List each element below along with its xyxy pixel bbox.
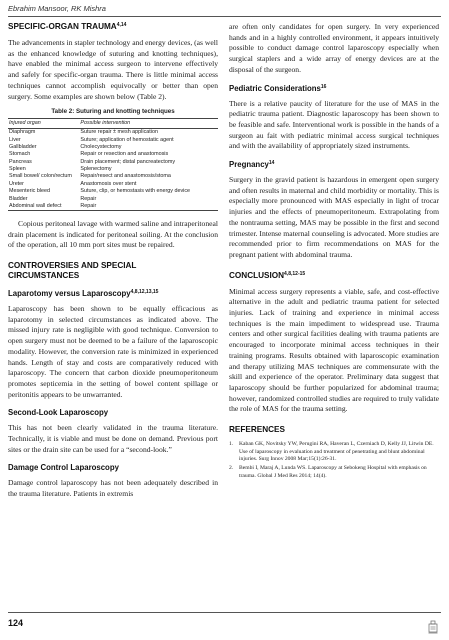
paragraph: The advancements in stapler technology and energy devices, (as well as the enhanced knowledge of suturing and knotting techniques), have enabled the minimal access surgeon to intervene effectively and safely for specific-organ trauma. There is little minimal access techniques cannot accomplish equivocally or better than open surgery. Some examples are shown below (Table 2). <box>8 38 218 101</box>
table-row <box>8 144 218 151</box>
paragraph: are often only candidates for open surgery. In very experienced hands and in a highly controlled environment, it appears intuitively possible to conduct damage control laparoscopy especially when surgical staplers and a wide array of energy devices are at the disposal of the surgeon. <box>229 22 439 74</box>
table-cell-organ: Spleen <box>9 166 26 173</box>
subheading-pediatric: Pediatric Considerations$^{16}$ <box>229 83 327 93</box>
table-row <box>8 195 218 202</box>
table-cell-intervention: Anastomosis over stent <box>80 180 137 187</box>
table-row <box>8 151 218 158</box>
paragraph: Laparoscopy has been shown to be equally efficacious as laparotomy in selected circumstances as indicated above. The missed injury rate is negligible with good technique. Conversion to open surgery must not be deemed to be a failure of the laparoscopic modality. However, the conversion rate is minimized in experienced hands. Length of stay and costs are comparatively reduced with laparoscopy. The concern that carbon dioxide pneumoperitoneum promotes septicemia in the setting of bowel content spillage or peritonitis appears to be unwarranted. <box>8 304 218 399</box>
table-cell-organ: Mesenteric bleed <box>9 188 51 195</box>
left-column <box>8 22 218 506</box>
table-row <box>8 173 218 180</box>
paragraph: There is a relative paucity of literature for the use of MAS in the pediatric trauma patient. Diagnostic laparoscopy has been shown to be feasible and safe. Interventional work is possible in the hands of a surgeon au fait with pediatric minimal access surgical techniques and with the availability of appropriately sized instruments. <box>229 98 439 151</box>
page-number: 124 <box>8 618 24 628</box>
journal-logo-icon <box>428 620 438 634</box>
paragraph: Damage control laparoscopy has not been adequately described in the trauma literature. Patients in extremis <box>8 478 218 499</box>
table-row <box>8 188 218 195</box>
reference-number: 2. <box>229 465 234 472</box>
paragraph: This has not been clearly validated in the trauma literature. Technically, it is viable and must be done on demand. Previous port sites or the drain site can be used for a “second-look.” <box>8 423 218 454</box>
paragraph: Minimal access surgery represents a viable, safe, and cost-effective alternative in the adult and pediatric trauma patient for selected injuries. Lack of training and experience in minimal access techniques is the main impediment to widespread use. Trauma centers and other surgical facilities dealing with trauma patients are encouraged to incorporate minimal access techniques in their training programs. Results obtained with laparoscopic examination and therapy utilizing MAS techniques are commensurate with the skill and experience of the operator. Preliminary data suggest that laparoscopy should be further popularized for abdominal trauma; however, randomized controlled studies are required to truly validate the role of MAS for the trauma setting. <box>229 286 439 414</box>
table-cell-organ: Abdominal wall defect <box>8 203 79 211</box>
reference-text: Kaban GK, Novitsky YW, Perugini RA, Haveran L, Czerniach D, Kelly JJ, Litwin DE. Use of laparoscopy in evaluation and treatment of penetrating and blunt abdominal injuries. Surg Innov 2008 Mar;15(1):26-31. <box>239 441 434 462</box>
table-cell-intervention: Splenectomy <box>80 166 112 173</box>
table-cell-organ: Bladder <box>9 195 28 202</box>
table-row <box>8 128 218 136</box>
paragraph: Surgery in the gravid patient is hazardous in emergent open surgery and often results in maternal and child morbidity or mortality. This is especially more pronounced with MAS especially in light of trocar injuries and the effects of pneumoperitoneum. Extrapolating from the nontrauma setting, MAS may be possible in the first and second trimester. Intense maternal counseling is advocated. More studies are recommended prior to firm recommendations on MAS for the pregnant patient with abdominal trauma. <box>229 175 439 259</box>
header-rule <box>8 16 441 17</box>
running-author: Ebrahim Mansoor, RK Mishra <box>8 4 106 13</box>
table-cell-organ: Stomach <box>9 151 31 158</box>
subheading-damage-control: Damage Control Laparoscopy <box>8 463 119 473</box>
table-cell-organ: Ureter <box>9 180 24 187</box>
table-cell-intervention: Repair <box>80 195 97 202</box>
suturing-table <box>8 118 218 211</box>
table-row <box>8 158 218 165</box>
reference-list <box>229 441 439 480</box>
table-row <box>8 180 218 187</box>
table-caption: Table 2: Suturing and knotting techniques <box>51 108 175 116</box>
section-heading-references: REFERENCES <box>229 425 285 435</box>
table-cell-intervention: Suture, clip, or hemostasis with energy device <box>80 188 191 195</box>
table-cell-intervention: Suture; application of hemostatic agent <box>80 136 174 143</box>
table-cell-organ: Pancreas <box>9 158 32 165</box>
table-row <box>8 166 218 173</box>
table-row <box>8 136 218 143</box>
table-cell-organ: Gallbladder <box>9 143 37 150</box>
table-header-cell: Possible intervention <box>79 119 218 129</box>
table-row <box>8 203 218 211</box>
paragraph: Copious peritoneal lavage with warmed saline and intraperitoneal drain placement is indicated for peritoneal soiling. At the conclusion of the operation, all 10 mm port sites must be repaired. <box>8 218 218 250</box>
table-cell-organ: Liver <box>9 136 21 143</box>
subheading-second-look: Second-Look Laparoscopy <box>8 408 109 418</box>
table-cell-intervention: Repair or resection and anastomosis <box>80 151 169 158</box>
table-cell-intervention: Drain placement; distal pancreatectomy <box>80 158 176 165</box>
table-cell-intervention: Suture repair ± mesh application <box>80 129 158 136</box>
table-cell-intervention: Repair/resect and anastomosis/stoma <box>80 173 171 180</box>
table-cell-intervention: Repair <box>79 203 218 211</box>
table-cell-intervention: Cholecystectomy <box>80 143 122 150</box>
subheading-pregnancy: Pregnancy$^{14}$ <box>229 160 275 170</box>
section-heading-specific-organ: SPECIFIC-ORGAN TRAUMA$^{4,14}$ <box>8 22 127 31</box>
reference-number: 1. <box>229 441 234 448</box>
table-header-row <box>8 119 218 129</box>
table-cell-organ: Diaphragm <box>9 129 36 136</box>
reference-item <box>229 441 439 463</box>
reference-text: Bembi I, Maraj A, Lunda WS. Laparoscopy at Sebokeng Hospital with emphasis on trauma. Global J Med Res 2014; 14(4). <box>239 465 427 479</box>
table-cell-organ: Small bowel/ colon/rectum <box>9 173 72 180</box>
section-heading-controversies: CONTROVERSIES AND SPECIAL CIRCUMSTANCES <box>8 261 137 281</box>
reference-item <box>229 465 439 480</box>
subheading-laparotomy: Laparotomy versus Laparoscopy$^{4,8,12,13,15}$ <box>8 289 159 299</box>
table-header-cell: Injured organ <box>8 119 79 129</box>
right-column <box>229 22 439 482</box>
footer-rule <box>8 612 441 613</box>
section-heading-conclusion: CONCLUSION$^{4,8,12-15}$ <box>229 270 306 280</box>
